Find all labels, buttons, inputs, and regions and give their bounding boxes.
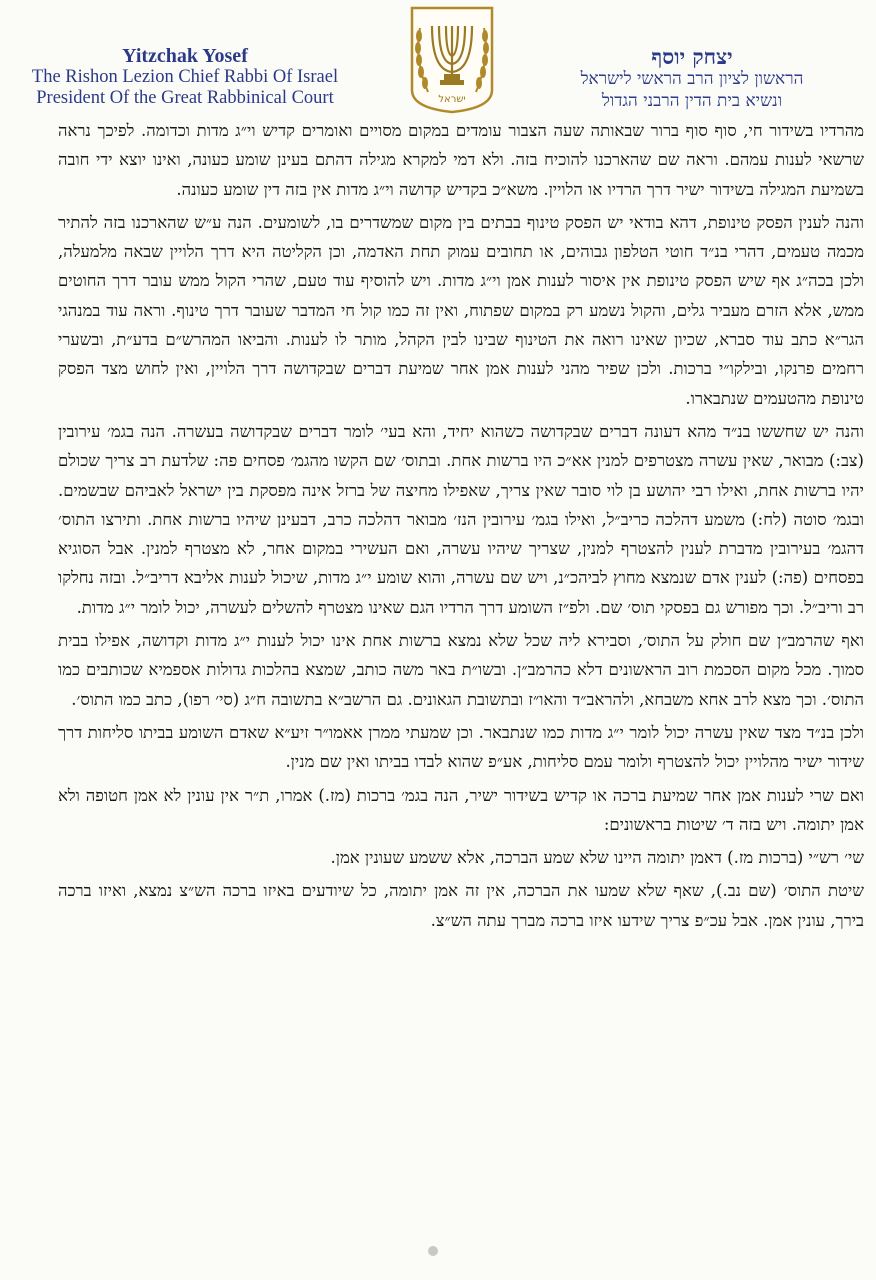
letterhead — [0, 0, 876, 118]
paragraph: שיטת התוס׳ (שם נב.), שאף שלא שמעו את הברכה, אין זה אמן יתומה, כל שיודעים באיזו ברכה הש״צ נמצא, ואיזו ברכה בירך, עונין אמן. אבל עכ״פ צריך שידעו איזו ברכה מברך עתה הש״צ. — [58, 881, 864, 930]
letter-body — [58, 116, 864, 939]
paragraph: ולכן בנ״ד מצד שאין עשרה יכול לומר י״ג מדות כמו שנתבאר. וכן שמעתי ממרן אאמו״ר זיע״א שאדם השומע בביתו סליחות דרך שידור ישיר מהלויין יכול להצטרף ולומר עמם סליחות, אע״פ שהוא לבדו בביתו ואין שם מנין. — [58, 722, 864, 772]
paragraph: שי׳ רש״י (ברכות מז.) דאמן יתומה היינו שלא שמע הברכה, אלא ששמע שעונין אמן. — [330, 848, 864, 868]
english-letterhead — [10, 46, 360, 109]
rabbi-name-english: Yitzchak Yosef — [122, 45, 248, 67]
title-hebrew-1: הראשון לציון הרב הראשי לישראל — [580, 69, 804, 89]
menorah-emblem-icon — [406, 4, 498, 114]
rabbi-name-hebrew: יצחק יוסף — [651, 44, 733, 69]
title-english-2: President Of the Great Rabbinical Court — [36, 88, 334, 108]
emblem-text: ישראל — [438, 94, 466, 105]
paragraph: ואם שרי לענות אמן אחר שמיעת ברכה או קדיש בשידור ישיר, הנה בגמ׳ ברכות (מז.) אמרו, ת״ר אין עונין לא אמן חטופה ולא אמן יתומה. ויש בזה ד׳ שיטות בראשונים: — [58, 785, 864, 834]
paper-speck — [428, 1246, 438, 1256]
title-hebrew-2: ונשיא בית הדין הרבני הגדול — [601, 91, 783, 111]
title-english-1: The Rishon Lezion Chief Rabbi Of Israel — [31, 67, 339, 87]
hebrew-letterhead — [522, 46, 862, 112]
paragraph: מהרדיו בשידור חי, סוף סוף ברור שבאותה שעה הצבור עומדים במקום מסויים ואומרים קדיש וי״ג מדות וכדומה. לפיכך נראה שרשאי לענות עמהם. וראה שם שהארכנו להוכיח בזה. ולא דמי למקרא מגילה דהתם בעינן שומע כעונה, ואינו יוצא ידי חובה בשמיעת המגילה בשידור ישיר דרך הרדיו או הלויין. משא״כ בקדיש קדושה וי״ג מדות אין בזה דין שומע כעונה. — [58, 121, 864, 199]
paragraph: ואף שהרמב״ן שם חולק על התוס׳, וסבירא ליה שכל שלא נמצא ברשות אחת אינו יכול לענות י״ג מדות וקדושה, אפילו בבית סמוך. מכל מקום הסכמת רוב הראשונים דלא כהרמב״ן. ובשו״ת באר משה כותב, שמצא בהלכות גדולות אספמיא שכותבים כמו התוס׳. וכך מצא לרב אחא משבחא, ולהראב״ד והאו״ז ובתשובת הגאונים. גם הרשב״א בתשובה ח״ג (סי׳ רפו), כתב כמו התוס׳. — [58, 631, 864, 709]
paragraph: והנה לענין הפסק טינופת, דהא בודאי יש הפסק טינוף בבתים בין מקום שמשדרים בו, לשומעים. הנה ע״ש שהארכנו בזה להתיר מכמה טעמים, דהרי בנ״ד חוטי הטלפון גבוהים, או תחובים עמוק תחת האדמה, וכן הקליטה היא דרך הלויין שבאה מלמעלה, ולכן בכה״ג אף שיש הפסק טינופת אין איסור לענות אמן וי״ג מדות. ויש להוסיף עוד טעם, שהרי הקול ממש עובר דרך החוטים ממש, אלא הזרם מעביר גלים, והקול נשמע רק במקום שפתוח, ואין זה כמו קול חי המדבר שעובר דרך טינוף. וראה עוד במנהגי הגר״א כתב עוד סברא, שכיון שאינו רואה את הטינוף שבינו לבין הקהל, מותר לו לענות. והביאו המהרש״ם בדע״ת, ובשערי רחמים פרנקו, ובילקו״י ברכות. ולכן שפיר מהני לענות אמן אחר שמיעת דברים שבקדושה דרך הלויין, ואין לחוש מצד הפסק טינופת מהטעמים שנתבארו. — [58, 212, 865, 408]
paragraph: והנה יש שחששו בנ״ד מהא דעונה דברים שבקדושה כשהוא יחיד, והא בעי׳ לומר דברים שבקדושה בעשרה. הנה בגמ׳ עירובין (צב:) מבואר, שאין עשרה מצטרפים למנין אא״כ היו ברשות אחת. ובתוס׳ שם הקשו מהגמ׳ פסחים פה: שלדעת רב צריך שכולם יהיו ברשות אחת, ואילו רבי יהושע בן לוי סובר שאין צריך, שאפילו מחיצה של ברזל אינה מפסקת בין ישראל לאביהם שבשמים. ובגמ׳ סוטה (לח:) משמע דהלכה כריב״ל, ואילו בגמ׳ עירובין הנז׳ מבואר דהלכה כרב, דבעינן שיהיו ברשות אחת. ותירצו התוס׳ דהגמ׳ בעירובין מדברת לענין להצטרף למנין, שצריך שיהיו עשרה, ואם העשירי במקום אחר, לא מצטרף למנין. אבל הסוגיא בפסחים (פה:) לענין אדם שנמצא מחוץ לביהכ״נ, ויש שם עשרה, והוא שומע י״ג מדות, שיכול לענות אליבא דריב״ל. ובזה נחלקו רב וריב״ל. וכך מפורש גם בפסקי תוס׳ שם. ולפ״ז השומע דרך הרדיו הגם שאינו מצטרף להשלים לעשרה, יכול לומר י״ג מדות. — [58, 421, 864, 617]
